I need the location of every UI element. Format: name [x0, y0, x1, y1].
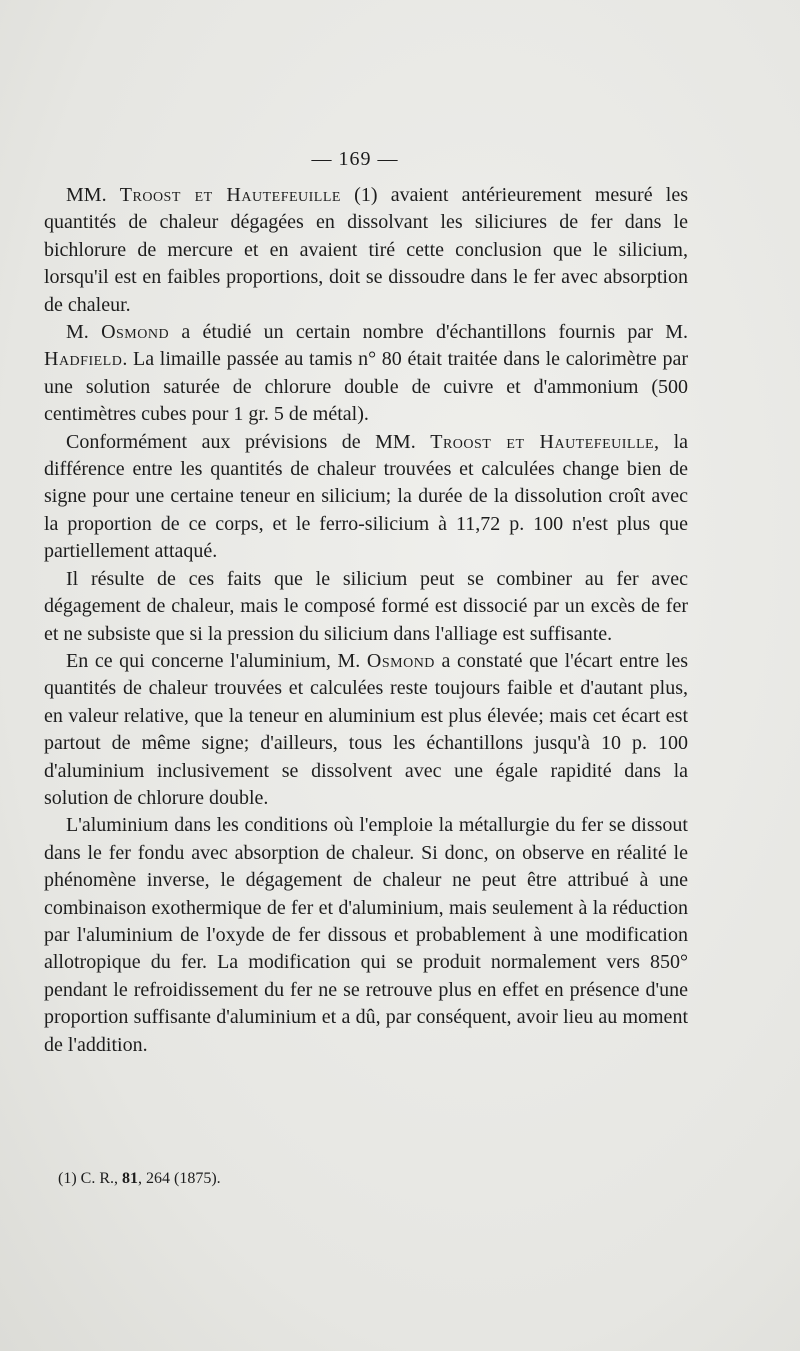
author-names: Troost et Hautefeuille: [119, 184, 341, 206]
author-names: Troost et Hautefeuille: [430, 430, 655, 453]
paragraph-2-post: . La limaille passée au tamis n° 80 était traitée dans le calorimètre par une solution saturée de chlorure double de cuivre et d'ammonium (500 centimètres cubes pour 1 gr. 5 de métal).: [44, 348, 688, 426]
body-text: [44, 182, 688, 1059]
paragraph-2-pre: M.: [66, 321, 102, 344]
paragraph-5-pre: En ce qui concerne l'aluminium, M.: [66, 649, 367, 672]
paragraph-3-post: , la différence entre les quantités de chaleur trouvées et calculées change bien de signe pour une certaine teneur en silicium; la durée de la dissolution croît avec la proportion de ce corps, et le ferro-silicium à 11,72 p. 100 n'est plus que partiellement attaqué.: [44, 430, 689, 563]
footnote-ref: (1) C. R.,: [58, 1170, 122, 1187]
paragraph-2-mid: a étudié un certain nombre d'échantillons fournis par M.: [169, 321, 688, 344]
paragraph-6: L'aluminium dans les conditions où l'emploie la métallurgie du fer se dissout dans le fer fondu avec absorption de chaleur. Si donc, on observe en réalité le phénomène inverse, le dégagement de chaleur ne peut être attribué à une combinaison exothermique de fer et d'aluminium, mais seulement à la réduction par l'aluminium de l'oxyde de fer dissous et probablement à une modification allotropique du fer. La modification qui se produit normalement vers 850° pendant le refroidissement du fer ne se retrouve plus en effet en présence d'une proportion suffisante d'aluminium et a dû, par conséquent, avoir lieu au moment de l'addition.: [44, 814, 688, 1056]
paragraph-3: [44, 429, 688, 566]
footnote-volume: 81: [122, 1170, 138, 1187]
paragraph-2: [44, 319, 688, 429]
footnote: [58, 1170, 221, 1188]
paragraph-1: [44, 182, 688, 319]
paragraph-3-pre: Conformément aux prévisions de MM.: [66, 430, 431, 453]
footnote-pages: , 264 (1875).: [138, 1170, 221, 1187]
author-name-osmond: Osmond: [366, 649, 435, 672]
paragraph-4: Il résulte de ces faits que le silicium peut se combiner au fer avec dégagement de chaleur, mais le composé formé est dissocié par un excès de fer et ne subsiste que si la pression du silicium dans l'alliage est suffisante.: [44, 567, 688, 645]
author-name-hadfield: Hadfield: [44, 348, 123, 371]
paragraph-1-post: (1) avaient antérieurement mesuré les quantités de chaleur dégagées en dissolvant les siliciures de fer dans le bichlorure de mercure et en avaient tiré cette conclusion que le silicium, lorsqu'il est en faibles proportions, doit se dissoudre dans le fer avec absorption de chaleur.: [44, 184, 688, 316]
paragraph-5-post: a constaté que l'écart entre les quantités de chaleur trouvées et calculées reste toujours faible et d'autant plus, en valeur relative, que la teneur en aluminium est plus élevée; mais cet écart est partout de même signe; d'ailleurs, tous les échantillons jusqu'à 10 p. 100 d'aluminium inclusivement se dissolvent avec une égale rapidité dans la solution de chlorure double.: [44, 649, 688, 809]
author-name-osmond: Osmond: [101, 321, 170, 344]
paragraph-1-pre: MM.: [66, 184, 120, 206]
paragraph-5: [44, 648, 688, 812]
page-number: — 169 —: [311, 148, 399, 170]
